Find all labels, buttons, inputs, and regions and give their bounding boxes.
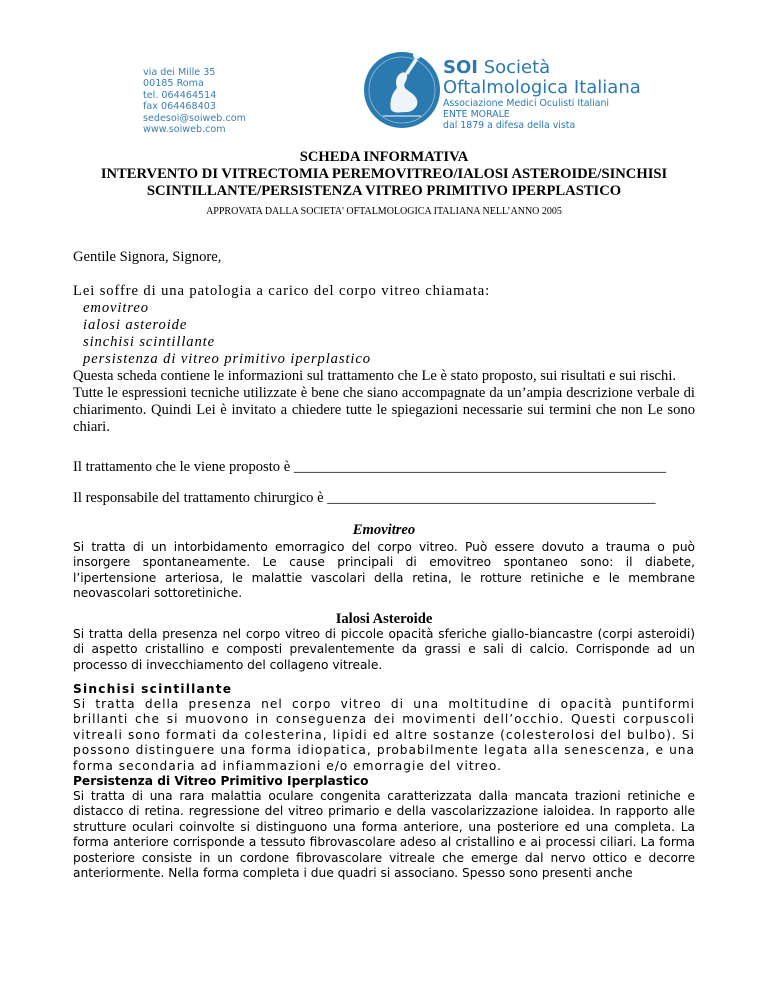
section-title-ialosi: Ialosi Asteroide <box>335 611 433 627</box>
brand-full-name: Oftalmologica Italiana <box>443 77 641 98</box>
section-body-ialosi: Si tratta della presenza nel corpo vitreo di piccole opacità sferiche giallo-biancastre (corpi asteroidi) di aspetto cristallino e composti prevalentemente da grassi e sali di calcio. Corrisponde ad un processo di invecchiamento del collageno vitreale. <box>73 627 695 672</box>
section-body-emovitreo: Si tratta di un intorbidamento emorragico del corpo vitreo. Può essere dovuto a trauma o può insorgere spontaneamente. Le cause principali di emovitreo spontaneo sono: il diabete, l’ipertensione arteriosa, le malattie vascolari della retina, le rotture retiniche e le membrane neovascolari sottoretiniche. <box>73 540 695 601</box>
section-title-persistenza: Persistenza di Vitreo Primitivo Iperplastico <box>73 774 369 788</box>
intro-paragraph: Questa scheda contiene le informazioni sul trattamento che Le è stato proposto, sui risultati e sui rischi. <box>73 368 677 384</box>
list-item <box>73 300 695 317</box>
list-item-label: ialosi asteroide <box>83 317 188 333</box>
fax-line: fax 064468403 <box>143 101 216 113</box>
treatment-field: Il trattamento che le viene proposto è ___________________________________________________ <box>73 459 666 475</box>
section-body-persistenza: Si tratta di una rara malattia oculare congenita caratterizzata dalla mancata trazioni retiniche e distacco di retina. regressione del vitreo primario e della vascolarizzazione ialoidea. In rapporto alle strutture oculari coinvolte si distinguono una forma anteriore, una posteriore ed una completa. La forma anteriore corrisponde a tessuto fibrovascolare adeso al cristallino e ai processi ciliari. La forma posteriore consiste in un cordone fibrovascolare vitreale che emerge dal nervo ottico e decorre anteriormente. Nella forma completa i due quadri si associano. Spesso sono presenti anche <box>73 789 695 881</box>
brand-tagline: dal 1879 a difesa della vista <box>443 120 576 131</box>
list-item <box>73 317 695 334</box>
brand-block <box>443 58 641 131</box>
website-line: www.soiweb.com <box>143 124 226 136</box>
section-title-emovitreo: Emovitreo <box>352 522 416 538</box>
list-item-label: persistenza di vitreo primitivo iperplastico <box>83 351 371 367</box>
intro-paragraph: Tutte le espressioni tecniche utilizzate è bene che siano accompagnate da un’ampia descrizione verbale di chiarimento. Quindi Lei è invitato a chiedere tutte le spiegazioni necessarie sui termini che non Le sono chiari. <box>73 385 695 435</box>
address-line: 00185 Roma <box>143 78 204 90</box>
approval-note: APPROVATA DALLA SOCIETA' OFTALMOLOGICA ITALIANA NELL’ANNO 2005 <box>206 206 562 217</box>
greeting: Gentile Signora, Signore, <box>73 249 222 265</box>
document-subtitle-line2: SCINTILLANTE/PERSISTENZA VITREO PRIMITIVO IPERPLASTICO <box>146 183 622 199</box>
document-subtitle-line1: INTERVENTO DI VITRECTOMIA PEREMOVITREO/IALOSI ASTEROIDE/SINCHISI <box>100 166 668 182</box>
list-item-label: sinchisi scintillante <box>83 334 215 350</box>
brand-ente-morale: ENTE MORALE <box>443 109 510 120</box>
brand-name-line <box>443 58 641 78</box>
intro-block <box>73 283 695 436</box>
list-item-label: emovitreo <box>83 300 149 316</box>
address-block <box>143 67 246 135</box>
brand-association: Associazione Medici Oculisti Italiani <box>443 98 610 109</box>
list-item <box>73 334 695 351</box>
section-body-sinchisi: Si tratta della presenza nel corpo vitreo di una moltitudine di opacità puntiformi brillanti che si muovono in conseguenza dei movimenti dell’occhio. Questi corpuscoli vitreali sono formati da colesterina, lipidi ed altre sostanze (colesterolosi del bulbo). Si possono distinguere una forma idiopatica, probabilmente legata alla senescenza, e una forma secondaria ad infiammazioni e/o emorragie del vitreo. <box>73 697 695 773</box>
responsible-field: Il responsabile del trattamento chirurgico è _____________________________________________ <box>73 490 656 506</box>
email-line: sedesoi@soiweb.com <box>143 112 246 124</box>
section-title-sinchisi: Sinchisi scintillante <box>73 682 233 696</box>
intro-lead: Lei soffre di una patologia a carico del corpo vitreo chiamata: <box>73 283 491 299</box>
brand-word: Società <box>483 57 551 78</box>
phone-line: tel. 064464514 <box>143 89 217 101</box>
address-line: via dei Mille 35 <box>143 67 216 78</box>
soi-logo-emblem <box>361 42 441 130</box>
brand-acronym: SOI <box>443 57 478 78</box>
document-title: SCHEDA INFORMATIVA <box>299 149 469 165</box>
list-item <box>73 351 695 368</box>
